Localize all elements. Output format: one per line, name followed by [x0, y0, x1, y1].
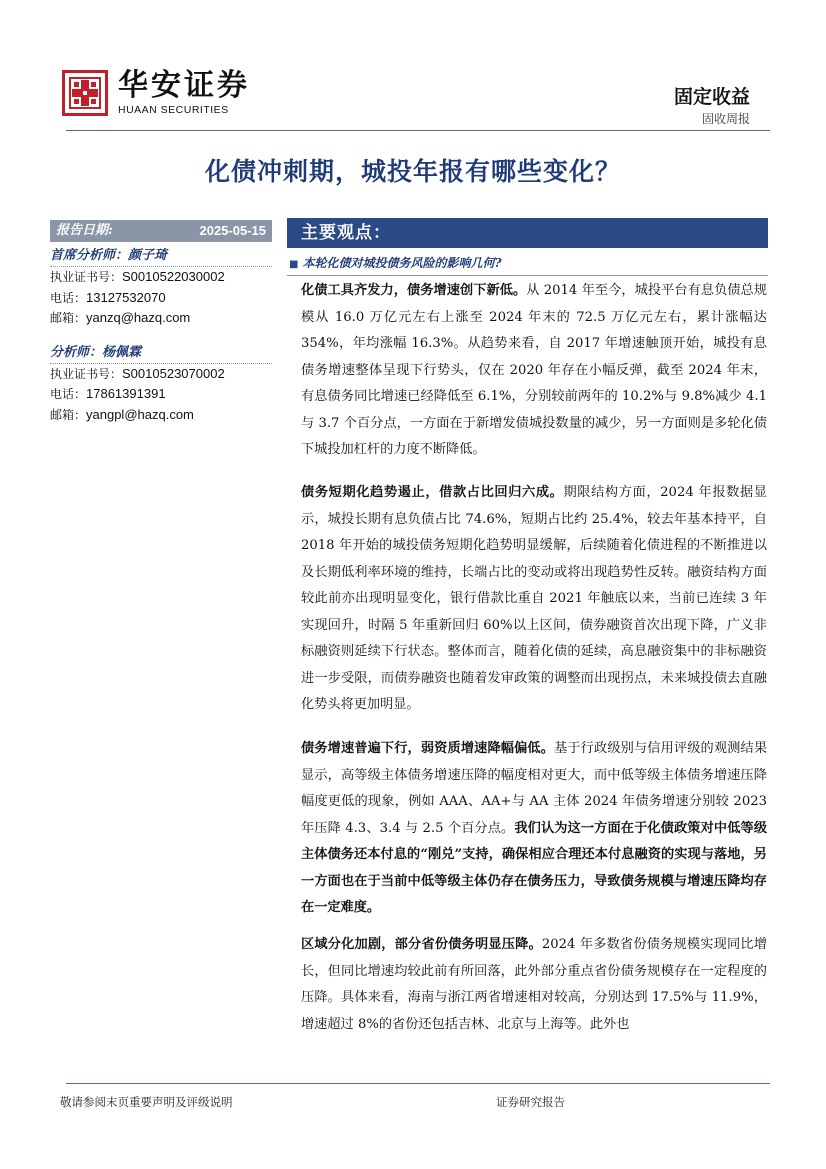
footer-divider	[66, 1083, 770, 1084]
cert-number: 执业证书号：S0010523070002	[50, 365, 225, 381]
phone-number: 电话：13127532070	[50, 289, 166, 305]
body-paragraph	[301, 932, 767, 1038]
footer-disclaimer: 敬请参阅末页重要声明及评级说明	[60, 1095, 233, 1109]
email-address: 邮箱：yangpl@hazq.com	[50, 406, 194, 422]
footer-report-type: 证券研究报告	[496, 1095, 565, 1109]
paragraph-body: 基于行政级别与信用评级的观测结果显示，高等级主体债务增速压降的幅度相对更大，而中低等级主体债务增速压降幅度更低的现象，例如 AAA、AA+与 AA 主体 2024 年债务增速分别较 2023 年压降 4.3、3.4 与 2.5 个百分点。	[301, 741, 768, 836]
main-points-header	[287, 218, 768, 276]
paragraph-lead: 债务短期化趋势遏止，借款占比回归六成。	[301, 485, 564, 500]
paragraph-body: 期限结构方面，2024 年报数据显示，城投长期有息负债占比 74.6%，短期占比约 25.4%，较去年基本持平，自 2018 年开始的城投债务短期化趋势明显缓解，后续随着化债进程的不断推进以及长期低利率环境的维持，长端占比的变动或将出现趋势性反转。融资结构方面较此前亦出现明显变化，银行借款比重自 2021 年触底以来，当前已连续 3 年实现回升，时隔 5 年重新回归 60%以上区间，债券融资首次出现下降，广义非标融资则延续下行状态。整体而言，随着化债的延续，高息融资集中的非标融资进一步受限，而债券融资也随着发审政策的调整而出现拐点，未来城投债去直融化势头将更加明显。	[301, 485, 767, 712]
logo-chinese-name: 华安证券	[118, 68, 250, 103]
report-subcategory: 固收周报	[701, 112, 750, 126]
analyst-heading: 首席分析师：颜子琦	[50, 246, 272, 267]
analyst-heading: 分析师：杨佩霖	[50, 343, 272, 364]
report-title: 化债冲刺期，城投年报有哪些变化？	[204, 157, 621, 186]
section-title-bar: 主要观点：	[287, 218, 768, 248]
subheading-divider	[287, 275, 768, 276]
header-divider	[66, 130, 770, 131]
report-date-bar	[50, 220, 272, 242]
paragraph-lead: 化债工具齐发力，债务增速创下新低。	[301, 283, 527, 298]
logo-emblem-icon	[62, 70, 108, 116]
company-logo	[62, 70, 250, 116]
body-paragraph	[301, 480, 767, 719]
report-date-label: 报告日期:	[56, 223, 113, 238]
report-category: 固定收益	[673, 86, 750, 108]
paragraph-lead: 债务增速普遍下行，弱资质增速降幅偏低。	[301, 741, 555, 756]
section-subheading: ■ 本轮化债对城投债务风险的影响几何?	[289, 256, 502, 270]
body-paragraph	[301, 278, 767, 464]
paragraph-emphasis: 我们认为这一方面在于化债政策对中低等级主体债务还本付息的“刚兑”支持，确保相应合理还本付息融资的实现与落地，另一方面也在于当前中低等级主体仍存在债务压力，导致债务规模与增速压降均存在一定难度。	[301, 820, 768, 915]
paragraph-lead: 区域分化加剧，部分省份债务明显压降。	[301, 937, 542, 952]
paragraph-body: 2024 年多数省份债务规模实现同比增长，但同比增速均较此前有所回落，此外部分重点省份债务规模存在一定程度的压降。具体来看，海南与浙江两省增速相对较高，分别达到 17.5%与 11.9%，增速超过 8%的省份还包括吉林、北京与上海等。此外也	[301, 937, 767, 1032]
cert-number: 执业证书号：S0010522030002	[50, 269, 225, 284]
report-date-value: 2025-05-15	[199, 223, 266, 238]
triangle-bullet-icon: ■	[289, 259, 299, 270]
phone-number: 电话：17861391391	[50, 386, 166, 401]
email-address: 邮箱：yanzq@hazq.com	[50, 310, 191, 325]
logo-english-name: HUAAN SECURITIES	[118, 104, 229, 116]
body-paragraph	[301, 736, 767, 922]
analyst-sidebar	[50, 220, 272, 425]
paragraph-body: 从 2014 年至今，城投平台有息负债总规模从 16.0 万亿元左右上涨至 2024 年末的 72.5 万亿元左右，累计涨幅达 354%，年均涨幅 16.3%。从趋势来看，自 2017 年增速触顶开始，城投有息债务增速整体呈现下行势头，仅在 2020 年存在小幅反弹，截至 2024 年末，有息债务同比增速已经降低至 6.1%，分别较前两年的 10.2%与 9.8%减少 4.1 与 3.7 个百分点，一方面在于新增发债城投数量的减少，另一方面则是多轮化债下城投加杠杆的力度不断降低。	[301, 283, 767, 457]
